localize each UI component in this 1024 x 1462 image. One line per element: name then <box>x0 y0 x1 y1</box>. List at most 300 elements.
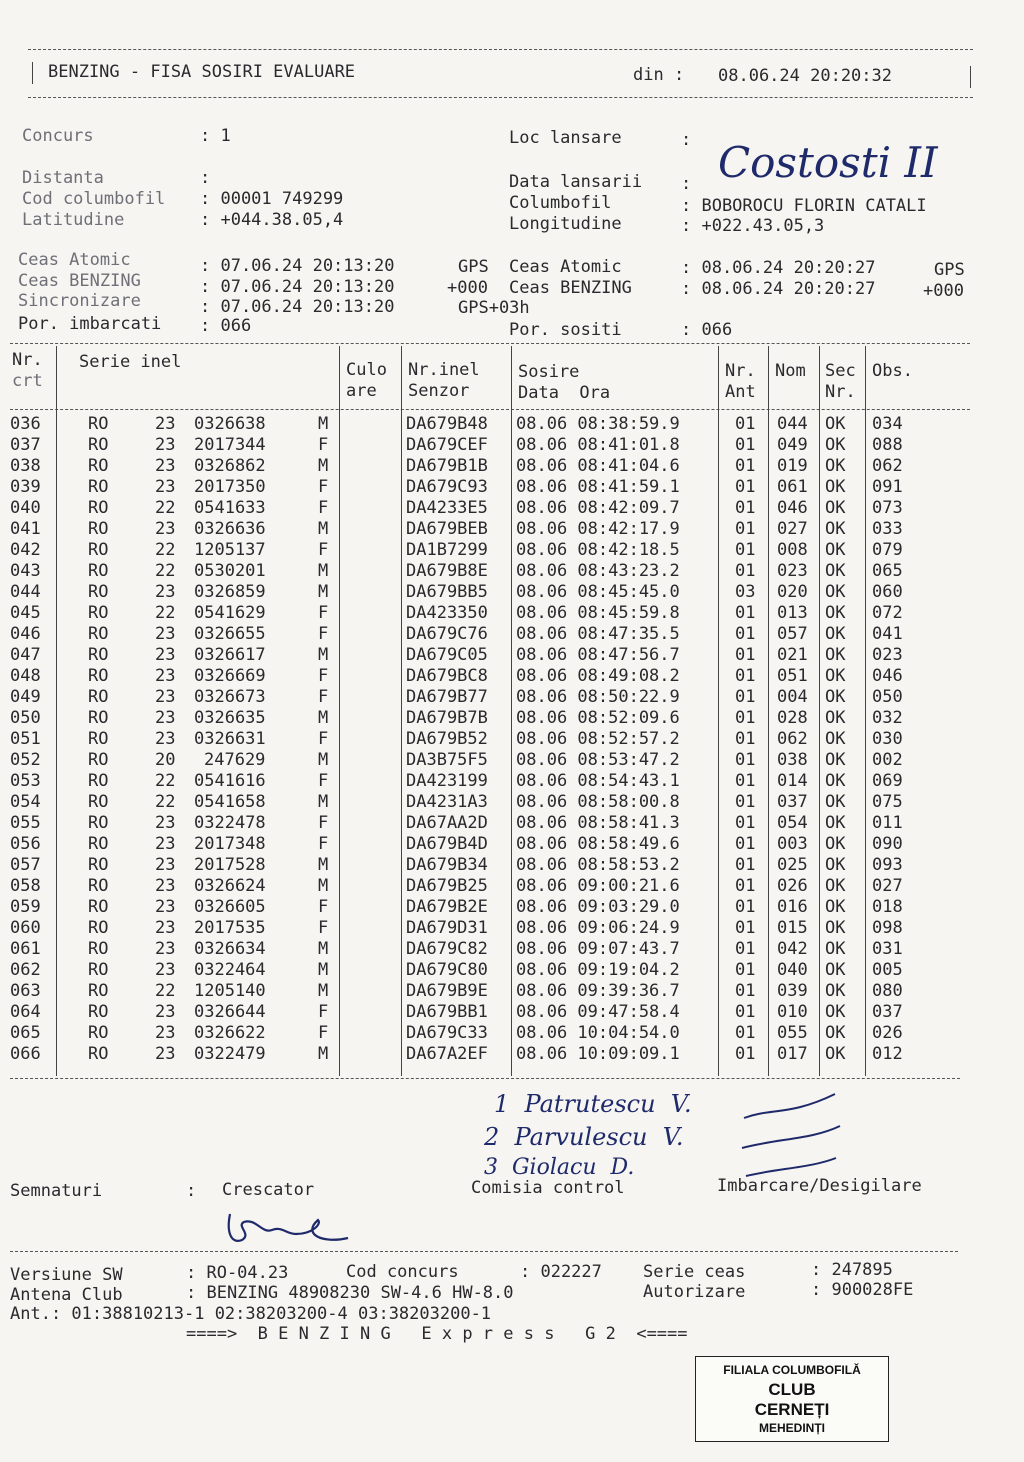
cell-nom: 037 <box>777 792 808 812</box>
cell-obs: 026 <box>872 1023 903 1043</box>
cell-ring-number: 0541629 <box>194 603 266 623</box>
cell-antenna: 01 <box>735 855 756 875</box>
cell-obs: 027 <box>872 876 903 896</box>
cell-sec-status: OK <box>825 498 846 518</box>
cell-nr-crt: 064 <box>10 1002 41 1022</box>
col-sep-culoare <box>401 346 402 1076</box>
cell-sensor-id: DA679BC8 <box>406 666 488 686</box>
cell-obs: 023 <box>872 645 903 665</box>
document-title: BENZING - FISA SOSIRI EVALUARE <box>48 62 356 82</box>
club-stamp <box>695 1356 889 1442</box>
longitudine-label: Longitudine <box>509 214 622 234</box>
cell-sensor-id: DA679B52 <box>406 729 488 749</box>
cell-country: RO <box>88 498 109 518</box>
cell-antenna: 01 <box>735 792 756 812</box>
sincronizare-suffix: GPS+03h <box>458 298 530 318</box>
cell-year: 23 <box>155 876 176 896</box>
cell-arrival: 08.06 09:47:58.4 <box>516 1002 680 1022</box>
latitudine-value: : +044.38.05,4 <box>200 210 344 230</box>
cell-sensor-id: DA4231A3 <box>406 792 488 812</box>
cell-country: RO <box>88 1023 109 1043</box>
cell-antenna: 01 <box>735 687 756 707</box>
cell-antenna: 01 <box>735 834 756 854</box>
cell-sensor-id: DA679CEF <box>406 435 488 455</box>
cell-antenna: 01 <box>735 603 756 623</box>
cell-sensor-id: DA679C76 <box>406 624 488 644</box>
cell-year: 23 <box>155 687 176 707</box>
cell-nom: 027 <box>777 519 808 539</box>
cell-year: 23 <box>155 708 176 728</box>
cell-nom: 054 <box>777 813 808 833</box>
ceas-benzing-arrival-label: Ceas BENZING <box>509 278 632 298</box>
cell-sec-status: OK <box>825 876 846 896</box>
hdr-nr-crt-1: Nr. <box>12 350 43 370</box>
cell-nom: 019 <box>777 456 808 476</box>
cell-nr-crt: 047 <box>10 645 41 665</box>
cell-antenna: 01 <box>735 981 756 1001</box>
cell-sec-status: OK <box>825 855 846 875</box>
cell-year: 23 <box>155 624 176 644</box>
cell-sec-status: OK <box>825 540 846 560</box>
cell-ring-number: 2017344 <box>194 435 266 455</box>
cell-nr-crt: 052 <box>10 750 41 770</box>
cell-ring-number: 2017348 <box>194 834 266 854</box>
col-sep-nom <box>819 346 820 1076</box>
cell-arrival: 08.06 08:58:53.2 <box>516 855 680 875</box>
cell-arrival: 08.06 09:19:04.2 <box>516 960 680 980</box>
ceas-benzing-suffix: +000 <box>447 278 488 298</box>
cell-obs: 065 <box>872 561 903 581</box>
cell-ring-number: 0326634 <box>194 939 266 959</box>
cell-nom: 021 <box>777 645 808 665</box>
cell-obs: 062 <box>872 456 903 476</box>
cell-obs: 033 <box>872 519 903 539</box>
cell-year: 23 <box>155 960 176 980</box>
hdr-sec-2: Nr. <box>825 382 856 402</box>
serie-ceas-value: : 247895 <box>811 1260 893 1280</box>
distanta-label: Distanta <box>22 168 104 188</box>
cell-ring-number: 0541616 <box>194 771 266 791</box>
cell-country: RO <box>88 897 109 917</box>
cell-antenna: 01 <box>735 897 756 917</box>
cell-sec-status: OK <box>825 834 846 854</box>
cell-sec-status: OK <box>825 666 846 686</box>
cell-country: RO <box>88 876 109 896</box>
cell-country: RO <box>88 771 109 791</box>
cell-sex: F <box>318 603 329 623</box>
hdr-sosire-2: Data Ora <box>518 383 611 403</box>
cell-year: 23 <box>155 813 176 833</box>
cell-country: RO <box>88 561 109 581</box>
cell-sensor-id: DA423350 <box>406 603 488 623</box>
cell-sensor-id: DA679B25 <box>406 876 488 896</box>
autorizare-label: Autorizare <box>643 1282 746 1302</box>
header-left-bar <box>32 62 33 84</box>
col-sep-senzor <box>511 346 512 1076</box>
cell-country: RO <box>88 624 109 644</box>
cell-nom: 013 <box>777 603 808 623</box>
cell-nom: 017 <box>777 1044 808 1064</box>
cell-country: RO <box>88 540 109 560</box>
cell-sec-status: OK <box>825 939 846 959</box>
cell-arrival: 08.06 08:58:41.3 <box>516 813 680 833</box>
cell-country: RO <box>88 477 109 497</box>
cell-year: 23 <box>155 855 176 875</box>
cell-country: RO <box>88 939 109 959</box>
comisia-label: Comisia control <box>471 1178 625 1198</box>
cell-sensor-id: DA423199 <box>406 771 488 791</box>
print-date-label: din : <box>633 65 685 85</box>
cell-sensor-id: DA1B7299 <box>406 540 488 560</box>
cell-sex: F <box>318 435 329 455</box>
hdr-nr-ant-2: Ant <box>725 382 756 402</box>
cell-obs: 037 <box>872 1002 903 1022</box>
stamp-line-3: CERNEȚI <box>754 1400 830 1419</box>
cell-arrival: 08.06 08:53:47.2 <box>516 750 680 770</box>
cell-antenna: 01 <box>735 729 756 749</box>
cell-sensor-id: DA679C93 <box>406 477 488 497</box>
cod-columbofil-label: Cod columbofil <box>22 189 166 209</box>
cell-country: RO <box>88 414 109 434</box>
cell-nom: 015 <box>777 918 808 938</box>
cell-sec-status: OK <box>825 792 846 812</box>
cell-country: RO <box>88 708 109 728</box>
cell-ring-number: 0326624 <box>194 876 266 896</box>
cell-nom: 026 <box>777 876 808 896</box>
hdr-nr-inel-2: Senzor <box>408 381 470 401</box>
cell-ring-number: 0326636 <box>194 519 266 539</box>
cell-antenna: 03 <box>735 582 756 602</box>
cell-sec-status: OK <box>825 561 846 581</box>
cell-country: RO <box>88 603 109 623</box>
cell-nr-crt: 038 <box>10 456 41 476</box>
data-lansarii-label: Data lansarii <box>509 172 643 192</box>
cell-nr-crt: 049 <box>10 687 41 707</box>
cell-year: 23 <box>155 918 176 938</box>
col-sep-sosire <box>718 346 719 1076</box>
cell-sex: F <box>318 477 329 497</box>
cell-ring-number: 0326669 <box>194 666 266 686</box>
handwritten-commission-3: 3 Giolacu D. <box>484 1155 635 1180</box>
cell-antenna: 01 <box>735 750 756 770</box>
cell-ring-number: 0322478 <box>194 813 266 833</box>
cell-nr-crt: 046 <box>10 624 41 644</box>
versiune-label: Versiune SW <box>10 1265 123 1285</box>
cell-ring-number: 0326635 <box>194 708 266 728</box>
cell-obs: 018 <box>872 897 903 917</box>
cell-sex: F <box>318 666 329 686</box>
semnaturi-label: Semnaturi <box>10 1181 103 1201</box>
cell-sec-status: OK <box>825 582 846 602</box>
cell-country: RO <box>88 960 109 980</box>
cell-sec-status: OK <box>825 708 846 728</box>
cell-nr-crt: 056 <box>10 834 41 854</box>
cell-arrival: 08.06 08:50:22.9 <box>516 687 680 707</box>
concurs-value: : 1 <box>200 126 231 146</box>
imbarcare-label: Imbarcare/Desigilare <box>717 1176 922 1196</box>
cell-sec-status: OK <box>825 750 846 770</box>
cell-sex: M <box>318 981 329 1001</box>
sincronizare-value: : 07.06.24 20:13:20 <box>200 297 395 317</box>
cell-nr-crt: 042 <box>10 540 41 560</box>
cell-nom: 039 <box>777 981 808 1001</box>
cell-obs: 073 <box>872 498 903 518</box>
header-right-bar <box>970 66 971 88</box>
cell-obs: 090 <box>872 834 903 854</box>
col-sep-ant <box>768 346 769 1076</box>
cell-nr-crt: 062 <box>10 960 41 980</box>
cell-sex: F <box>318 813 329 833</box>
hdr-nr-ant-1: Nr. <box>725 361 756 381</box>
por-imbarcati-label: Por. imbarcati <box>18 314 162 334</box>
cell-nom: 057 <box>777 624 808 644</box>
data-lansarii-value: : <box>681 174 692 194</box>
cell-nr-crt: 039 <box>10 477 41 497</box>
commission-signatures <box>740 1088 850 1188</box>
distanta-value: : <box>200 168 211 188</box>
cell-ring-number: 0322479 <box>194 1044 266 1064</box>
longitudine-value: : +022.43.05,3 <box>681 216 825 236</box>
cell-arrival: 08.06 08:45:59.8 <box>516 603 680 623</box>
hdr-sosire-1: Sosire <box>518 362 580 382</box>
cell-year: 23 <box>155 645 176 665</box>
cell-antenna: 01 <box>735 708 756 728</box>
ceas-atomic-arrival-suffix: GPS <box>934 260 965 280</box>
stamp-line-4: MEHEDINȚI <box>759 1421 825 1435</box>
cell-sex: M <box>318 708 329 728</box>
cell-sec-status: OK <box>825 981 846 1001</box>
cell-country: RO <box>88 582 109 602</box>
cell-nr-crt: 053 <box>10 771 41 791</box>
hdr-nom: Nom <box>775 361 806 381</box>
cell-year: 22 <box>155 771 176 791</box>
cell-sensor-id: DA67AA2D <box>406 813 488 833</box>
cell-year: 23 <box>155 666 176 686</box>
cell-nr-crt: 061 <box>10 939 41 959</box>
cell-sensor-id: DA679B2E <box>406 897 488 917</box>
ceas-benzing-arrival-suffix: +000 <box>923 281 964 301</box>
columbofil-value: : BOBOROCU FLORIN CATALI <box>681 196 927 216</box>
cell-arrival: 08.06 10:04:54.0 <box>516 1023 680 1043</box>
cell-nom: 023 <box>777 561 808 581</box>
concurs-label: Concurs <box>22 126 94 146</box>
cell-ring-number: 2017528 <box>194 855 266 875</box>
cell-sex: F <box>318 729 329 749</box>
por-sositi-value: : 066 <box>681 320 733 340</box>
cell-sensor-id: DA679B9E <box>406 981 488 1001</box>
cell-sec-status: OK <box>825 687 846 707</box>
cell-ring-number: 0326859 <box>194 582 266 602</box>
cell-sensor-id: DA679C05 <box>406 645 488 665</box>
cell-sec-status: OK <box>825 1044 846 1064</box>
cell-year: 20 <box>155 750 176 770</box>
cell-obs: 050 <box>872 687 903 707</box>
cell-nr-crt: 041 <box>10 519 41 539</box>
cell-nr-crt: 037 <box>10 435 41 455</box>
cell-country: RO <box>88 918 109 938</box>
cell-nom: 016 <box>777 897 808 917</box>
cell-arrival: 08.06 08:42:09.7 <box>516 498 680 518</box>
cell-year: 23 <box>155 939 176 959</box>
cell-sex: M <box>318 855 329 875</box>
hdr-culoare-1: Culo <box>346 360 387 380</box>
cell-arrival: 08.06 09:39:36.7 <box>516 981 680 1001</box>
cell-sex: F <box>318 498 329 518</box>
cell-year: 22 <box>155 981 176 1001</box>
cell-antenna: 01 <box>735 813 756 833</box>
hdr-obs: Obs. <box>872 361 913 381</box>
cell-obs: 034 <box>872 414 903 434</box>
cell-antenna: 01 <box>735 1044 756 1064</box>
cell-arrival: 08.06 10:09:09.1 <box>516 1044 680 1064</box>
cell-country: RO <box>88 435 109 455</box>
cell-nom: 061 <box>777 477 808 497</box>
cell-antenna: 01 <box>735 498 756 518</box>
cell-sec-status: OK <box>825 624 846 644</box>
cell-nom: 040 <box>777 960 808 980</box>
cell-sensor-id: DA3B75F5 <box>406 750 488 770</box>
ceas-atomic-suffix: GPS <box>458 257 489 277</box>
cell-ring-number: 1205140 <box>194 981 266 1001</box>
handwritten-commission-1: 1 Patrutescu V. <box>494 1090 692 1118</box>
cell-arrival: 08.06 08:47:35.5 <box>516 624 680 644</box>
cell-arrival: 08.06 09:06:24.9 <box>516 918 680 938</box>
cell-year: 23 <box>155 414 176 434</box>
cell-year: 23 <box>155 582 176 602</box>
cell-nr-crt: 048 <box>10 666 41 686</box>
antena-label: Antena Club <box>10 1285 123 1305</box>
hdr-serie-inel: Serie inel <box>79 352 182 372</box>
cell-sec-status: OK <box>825 519 846 539</box>
cell-sensor-id: DA679BEB <box>406 519 488 539</box>
cell-country: RO <box>88 792 109 812</box>
cell-sec-status: OK <box>825 645 846 665</box>
ceas-benzing-arrival-value: : 08.06.24 20:20:27 <box>681 279 876 299</box>
cell-nom: 025 <box>777 855 808 875</box>
cell-sec-status: OK <box>825 477 846 497</box>
loc-lansare-label: Loc lansare <box>509 128 622 148</box>
cell-antenna: 01 <box>735 414 756 434</box>
sincronizare-label: Sincronizare <box>18 291 141 311</box>
cell-ring-number: 0326605 <box>194 897 266 917</box>
cell-antenna: 01 <box>735 624 756 644</box>
cell-antenna: 01 <box>735 519 756 539</box>
cell-ring-number: 0326622 <box>194 1023 266 1043</box>
cell-nom: 010 <box>777 1002 808 1022</box>
cell-obs: 011 <box>872 813 903 833</box>
cell-arrival: 08.06 08:42:18.5 <box>516 540 680 560</box>
ant-line: Ant.: 01:38810213-1 02:38203200-4 03:38203200-1 <box>10 1304 492 1324</box>
cell-antenna: 01 <box>735 960 756 980</box>
cell-arrival: 08.06 08:41:04.6 <box>516 456 680 476</box>
cell-sensor-id: DA679D31 <box>406 918 488 938</box>
cell-nr-crt: 060 <box>10 918 41 938</box>
table-header-rule <box>10 409 970 410</box>
cell-year: 23 <box>155 834 176 854</box>
stamp-line-1: FILIALA COLUMBOFILĂ <box>723 1363 861 1377</box>
hdr-culoare-2: are <box>346 381 377 401</box>
cell-nom: 028 <box>777 708 808 728</box>
cell-arrival: 08.06 08:58:00.8 <box>516 792 680 812</box>
cell-sensor-id: DA679BB5 <box>406 582 488 602</box>
cell-sex: M <box>318 792 329 812</box>
cell-ring-number: 0326673 <box>194 687 266 707</box>
cell-ring-number: 0326631 <box>194 729 266 749</box>
cell-antenna: 01 <box>735 645 756 665</box>
cell-ring-number: 0326617 <box>194 645 266 665</box>
cell-nom: 062 <box>777 729 808 749</box>
cell-year: 23 <box>155 897 176 917</box>
cell-ring-number: 0541633 <box>194 498 266 518</box>
cell-sensor-id: DA4233E5 <box>406 498 488 518</box>
cell-obs: 098 <box>872 918 903 938</box>
cell-nom: 020 <box>777 582 808 602</box>
cell-sensor-id: DA679B8E <box>406 561 488 581</box>
cell-ring-number: 0541658 <box>194 792 266 812</box>
cell-country: RO <box>88 1044 109 1064</box>
cell-obs: 030 <box>872 729 903 749</box>
serie-ceas-label: Serie ceas <box>643 1262 746 1282</box>
cell-ring-number: 1205137 <box>194 540 266 560</box>
cell-sex: M <box>318 939 329 959</box>
cell-arrival: 08.06 08:49:08.2 <box>516 666 680 686</box>
cell-obs: 088 <box>872 435 903 455</box>
cell-year: 23 <box>155 456 176 476</box>
latitudine-label: Latitudine <box>22 210 125 230</box>
hdr-sec-1: Sec <box>825 361 856 381</box>
cell-country: RO <box>88 834 109 854</box>
col-sep-serie <box>339 346 340 1076</box>
cell-nr-crt: 058 <box>10 876 41 896</box>
cell-obs: 072 <box>872 603 903 623</box>
cell-antenna: 01 <box>735 561 756 581</box>
cell-nom: 038 <box>777 750 808 770</box>
cell-sex: F <box>318 1002 329 1022</box>
cell-sex: M <box>318 750 329 770</box>
cell-year: 23 <box>155 435 176 455</box>
cell-sensor-id: DA679B7B <box>406 708 488 728</box>
col-sep-nr <box>56 346 57 1076</box>
cell-sex: M <box>318 456 329 476</box>
cell-nom: 044 <box>777 414 808 434</box>
cell-ring-number: 2017350 <box>194 477 266 497</box>
cell-nr-crt: 054 <box>10 792 41 812</box>
crescator-label: Crescator <box>222 1180 315 1200</box>
cell-year: 23 <box>155 729 176 749</box>
cell-sex: F <box>318 624 329 644</box>
cell-sex: F <box>318 687 329 707</box>
por-sositi-label: Por. sositi <box>509 320 622 340</box>
cell-obs: 075 <box>872 792 903 812</box>
cell-sec-status: OK <box>825 603 846 623</box>
ceas-atomic-label: Ceas Atomic <box>18 250 131 270</box>
ceas-atomic-arrival-label: Ceas Atomic <box>509 257 622 277</box>
columbofil-label: Columbofil <box>509 193 612 213</box>
cell-antenna: 01 <box>735 477 756 497</box>
cod-concurs-label: Cod concurs <box>346 1262 459 1282</box>
cell-sex: M <box>318 876 329 896</box>
cell-country: RO <box>88 456 109 476</box>
cell-nr-crt: 066 <box>10 1044 41 1064</box>
cell-nr-crt: 045 <box>10 603 41 623</box>
cell-nom: 003 <box>777 834 808 854</box>
cell-sec-status: OK <box>825 435 846 455</box>
cell-sensor-id: DA679B77 <box>406 687 488 707</box>
cell-sensor-id: DA679B4D <box>406 834 488 854</box>
cell-arrival: 08.06 08:41:01.8 <box>516 435 680 455</box>
cell-nr-crt: 050 <box>10 708 41 728</box>
cell-sex: F <box>318 897 329 917</box>
